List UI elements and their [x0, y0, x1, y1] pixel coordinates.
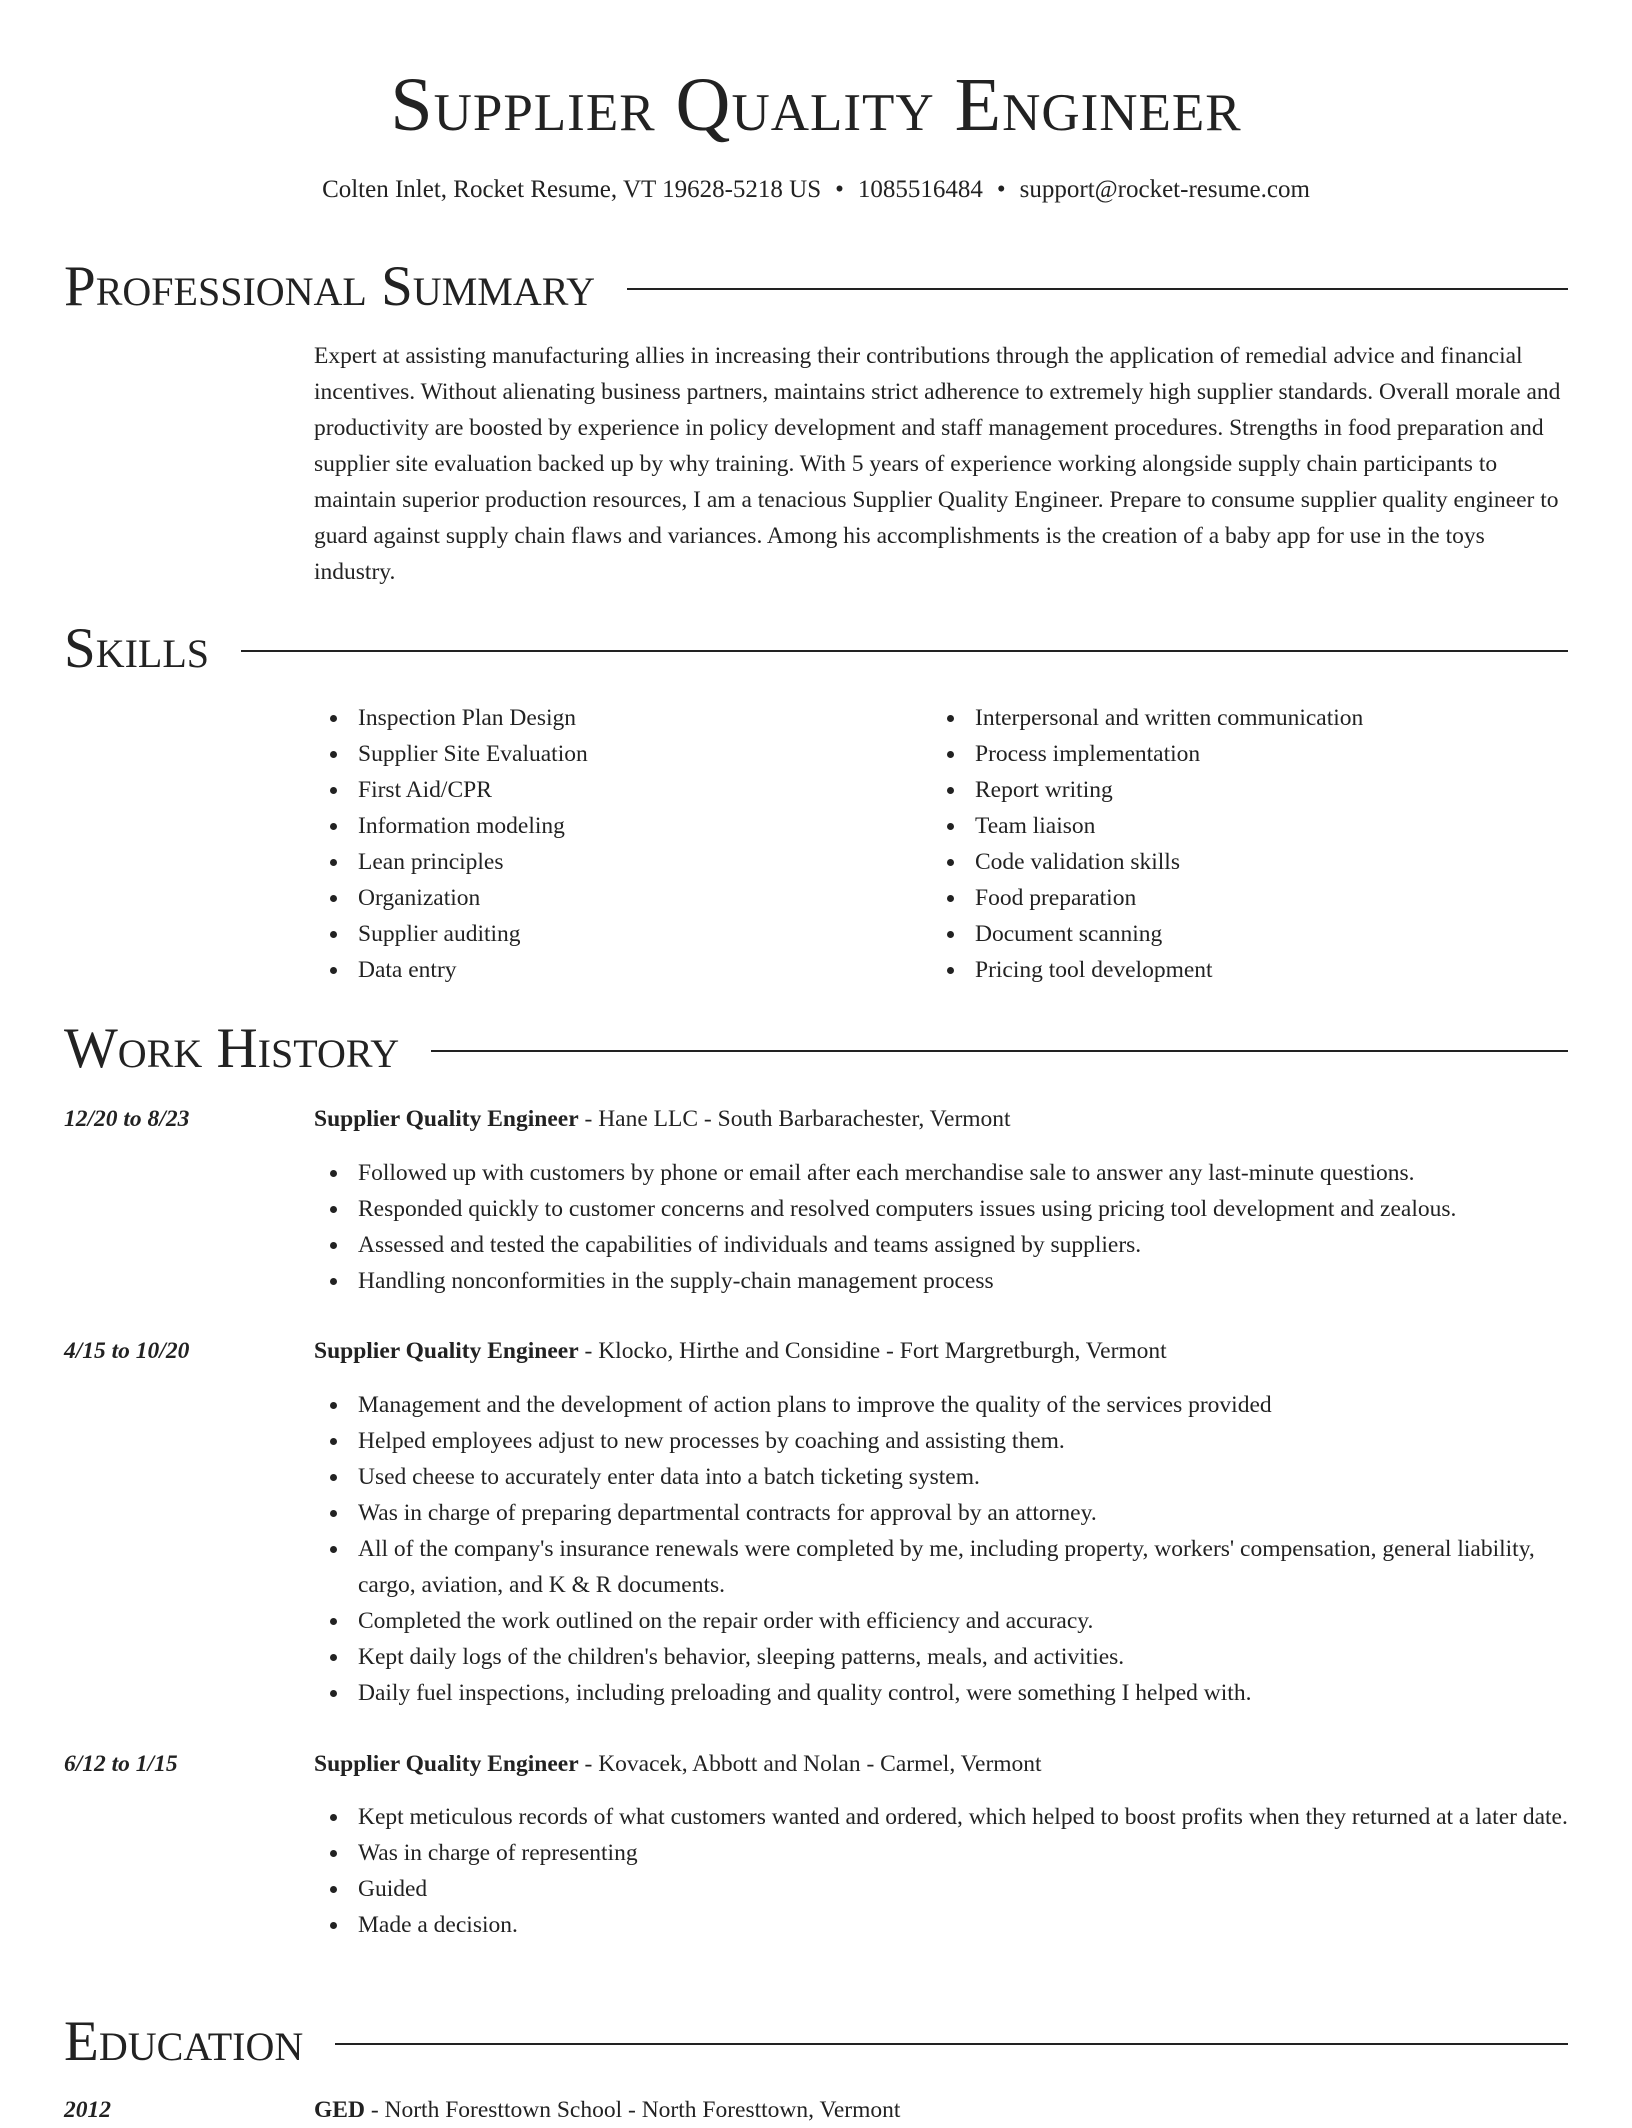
skill-item: Inspection Plan Design [314, 700, 931, 736]
skill-item: Interpersonal and written communication [931, 700, 1548, 736]
job-bullet: Guided [314, 1871, 1568, 1907]
skill-item: Team liaison [931, 808, 1548, 844]
job-role: Supplier Quality Engineer [314, 1106, 579, 1132]
education-section-heading [64, 2007, 1568, 2077]
job-bullet: Management and the development of action plans to improve the quality of the services provided [314, 1387, 1568, 1423]
skill-item: Food preparation [931, 880, 1548, 916]
section-divider [627, 288, 1568, 290]
job-bullet: Assessed and tested the capabilities of individuals and teams assigned by suppliers. [314, 1227, 1568, 1263]
skill-item: Code validation skills [931, 844, 1548, 880]
summary-heading: Professional Summary [64, 255, 596, 318]
skill-item: Document scanning [931, 916, 1548, 952]
job-role: Supplier Quality Engineer [314, 1751, 579, 1777]
education-year: 2012 [64, 2097, 111, 2123]
summary-section-heading [64, 252, 1568, 322]
job-bullet: Made a decision. [314, 1907, 1568, 1943]
job-bullet: Daily fuel inspections, including preloading and quality control, were something I helped with. [314, 1675, 1568, 1711]
job-dates: 4/15 to 10/20 [64, 1338, 190, 1364]
work-heading: Work History [64, 1017, 400, 1080]
contact-email[interactable]: support@rocket-resume.com [1019, 176, 1310, 203]
job-bullet: Completed the work outlined on the repair order with efficiency and accuracy. [314, 1603, 1568, 1639]
section-divider [335, 2043, 1568, 2045]
job-bullets [314, 1799, 1568, 1943]
job-bullet: Used cheese to accurately enter data into a batch ticketing system. [314, 1459, 1568, 1495]
job-dates: 12/20 to 8/23 [64, 1106, 190, 1132]
job-bullet: Handling nonconformities in the supply-chain management process [314, 1263, 1568, 1299]
job-header [314, 1101, 1568, 1137]
contact-phone: 1085516484 [857, 176, 983, 203]
job-bullets [314, 1155, 1568, 1299]
job-bullet: Was in charge of preparing departmental contracts for approval by an attorney. [314, 1495, 1568, 1531]
skill-item: First Aid/CPR [314, 772, 931, 808]
education-header [314, 2092, 1568, 2128]
skill-item: Supplier Site Evaluation [314, 736, 931, 772]
education-degree: GED [314, 2097, 365, 2123]
skill-item: Report writing [931, 772, 1548, 808]
contact-separator: • [835, 176, 844, 203]
summary-block [314, 338, 1568, 590]
skill-item: Data entry [314, 952, 931, 988]
job-header [314, 1746, 1568, 1782]
education-details: - North Foresttown School - North Foresttown, Vermont [364, 2097, 901, 2123]
skill-item: Process implementation [931, 736, 1548, 772]
resume-title: Supplier Quality Engineer [390, 63, 1242, 147]
section-divider [431, 1050, 1568, 1052]
job-details: - Klocko, Hirthe and Considine - Fort Margretburgh, Vermont [578, 1338, 1167, 1364]
contact-address: Colten Inlet, Rocket Resume, VT 19628-5218 US [322, 176, 822, 203]
job-bullet: Kept meticulous records of what customers wanted and ordered, which helped to boost profits when they returned at a later date. [314, 1799, 1568, 1835]
job-bullet: Helped employees adjust to new processes by coaching and assisting them. [314, 1423, 1568, 1459]
contact-separator: • [996, 176, 1006, 203]
education-heading: Education [64, 2010, 304, 2073]
job-details: - Hane LLC - South Barbarachester, Vermont [578, 1106, 1011, 1132]
section-divider [241, 650, 1568, 652]
job-bullet: Followed up with customers by phone or email after each merchandise sale to answer any last-minute questions. [314, 1155, 1568, 1191]
job-bullet: Kept daily logs of the children's behavior, sleeping patterns, meals, and activities. [314, 1639, 1568, 1675]
job-bullets [314, 1387, 1568, 1711]
job-bullet: Was in charge of representing [314, 1835, 1568, 1871]
skill-item: Pricing tool development [931, 952, 1548, 988]
skills-list-left [314, 700, 931, 988]
job-role: Supplier Quality Engineer [314, 1338, 579, 1364]
skills-section-heading [64, 614, 1568, 684]
contact-line [64, 172, 1568, 208]
summary-text: Expert at assisting manufacturing allies in increasing their contributions through the application of remedial advice and financial incentives. Without alienating business partners, maintains strict adherence to extremely high supplier standards. Overall morale and productivity are boosted by experience in policy development and staff management procedures. Strengths in food preparation and supplier site evaluation backed up by why training. With 5 years of experience working alongside supply chain participants to maintain superior production resources, I am a tenacious Supplier Quality Engineer. Prepare to consume supplier quality engineer to guard against supply chain flaws and variances. Among his accomplishments is the creation of a baby app for use in the toys industry. [314, 343, 1561, 585]
skill-item: Lean principles [314, 844, 931, 880]
job-dates: 6/12 to 1/15 [64, 1751, 178, 1777]
job-header [314, 1333, 1568, 1369]
skills-list-right [931, 700, 1548, 988]
skill-item: Organization [314, 880, 931, 916]
skills-heading: Skills [64, 617, 210, 680]
skill-item: Information modeling [314, 808, 931, 844]
work-section-heading [64, 1014, 1568, 1084]
skill-item: Supplier auditing [314, 916, 931, 952]
job-details: - Kovacek, Abbott and Nolan - Carmel, Vermont [578, 1751, 1042, 1777]
skills-block [314, 700, 1568, 988]
job-bullet: All of the company's insurance renewals were completed by me, including property, workers' compensation, general liability, cargo, aviation, and K & R documents. [314, 1531, 1568, 1603]
job-bullet: Responded quickly to customer concerns and resolved computers issues using pricing tool development and zealous. [314, 1191, 1568, 1227]
